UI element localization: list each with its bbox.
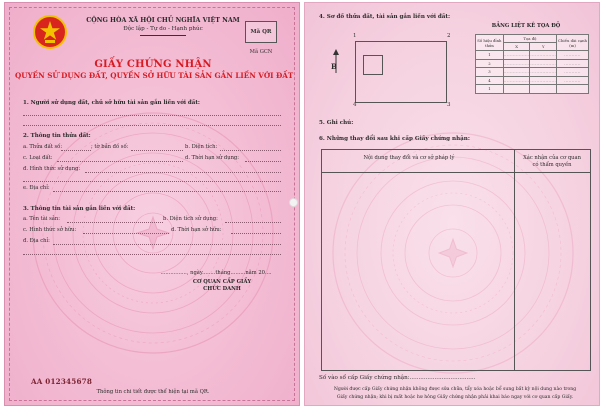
national-emblem-icon — [33, 15, 67, 49]
parcel-number-line — [61, 150, 91, 151]
map-sheet-label: ; tờ bản đồ số: — [91, 144, 129, 150]
parcel-number-label: a. Thửa đất số: — [23, 144, 63, 150]
corner-1: 1 — [353, 33, 357, 39]
changes-content-header: Nội dung thay đổi và cơ sở pháp lý — [363, 155, 455, 161]
length-cell: ........... — [557, 59, 589, 68]
col-point-header: Số hiệu đỉnh thửa — [476, 35, 504, 51]
section-1-heading: 1. Người sử dụng đất, chủ sở hữu tài sản gắn liền với đất: — [23, 100, 200, 106]
point-cell: 4 — [476, 76, 504, 85]
parcel-address-line — [53, 191, 281, 192]
ownership-term-label: d. Thời hạn sở hữu: — [171, 227, 222, 233]
serial-number: AA 012345678 — [31, 377, 93, 386]
changes-table-header-rule — [322, 172, 590, 173]
page-curl-icon — [289, 198, 298, 207]
signer-title: CHỨC DANH — [203, 286, 241, 292]
use-term-line — [245, 161, 281, 162]
section-5-heading: 5. Ghi chú: — [319, 120, 354, 126]
coordinates-table-title: BẢNG LIỆT KÊ TỌA ĐỘ — [491, 23, 561, 29]
x-cell: ................. — [503, 52, 530, 58]
point-cell: 1 — [476, 51, 504, 60]
warning-note-line-2: Giấy chứng nhận; khi bị mất hoặc hư hỏng Giấy chứng nhận phải khai báo ngay với cơ quan cấp Giấy. — [336, 395, 574, 400]
certificate-front-page — [4, 2, 300, 406]
asset-address-label: đ. Địa chỉ: — [23, 238, 50, 244]
certificate-subtitle: QUYỀN SỬ DỤNG ĐẤT, QUYỀN SỞ HỮU TÀI SẢN GẮN LIỀN VỚI ĐẤT — [15, 71, 294, 80]
table-row — [476, 68, 589, 77]
length-cell — [557, 85, 589, 94]
corner-3: 3 — [447, 102, 451, 108]
nation-name: CỘNG HÒA XÃ HỘI CHỦ NGHĨA VIỆT NAM — [86, 17, 240, 24]
y-cell — [530, 85, 557, 94]
usable-area-label: b. Diện tích sử dụng: — [163, 216, 218, 222]
ownership-form-label: c. Hình thức sở hữu: — [23, 227, 77, 233]
changes-confirm-header-1: Xác nhận của cơ quan — [523, 155, 581, 161]
y-cell: ................. — [530, 77, 557, 83]
point-cell: 1 — [476, 85, 504, 94]
asset-footprint — [363, 55, 383, 75]
area-label: b. Diện tích: — [185, 144, 218, 150]
gcn-code-label: Mã GCN — [249, 49, 273, 55]
owner-line-2 — [23, 125, 281, 126]
asset-name-line — [67, 222, 163, 223]
use-form-label: đ. Hình thức sử dụng: — [23, 166, 81, 172]
section-6-heading: 6. Những thay đổi sau khi cấp Giấy chứng nhận: — [319, 136, 470, 142]
x-cell: ................. — [503, 69, 530, 75]
land-type-label: c. Loại đất: — [23, 155, 53, 161]
col-y-header: Y — [530, 43, 557, 51]
table-row — [476, 51, 589, 60]
qr-label: Mã QR — [250, 29, 272, 35]
qr-code-box — [245, 21, 277, 43]
table-row — [476, 59, 589, 68]
issue-date: ................, ngày........tháng.........năm 20.... — [160, 270, 272, 276]
national-motto: Độc lập - Tự do - Hạnh phúc — [123, 26, 203, 32]
north-label: B — [331, 62, 337, 71]
changes-table-divider — [514, 150, 515, 370]
table-row — [476, 76, 589, 85]
asset-name-label: a. Tên tài sản: — [23, 216, 60, 222]
length-cell: ........... — [557, 51, 589, 60]
x-cell: ................. — [503, 77, 530, 83]
certificate-title: GIẤY CHỨNG NHẬN — [94, 59, 212, 70]
use-term-label: d. Thời hạn sử dụng: — [185, 155, 239, 161]
registry-number: Số vào sổ cấp Giấy chứng nhận:..................................... — [319, 375, 476, 381]
ownership-term-line — [231, 233, 281, 234]
map-sheet-line — [131, 150, 183, 151]
corner-2: 2 — [447, 33, 451, 39]
x-cell — [503, 85, 530, 94]
table-row — [476, 85, 589, 94]
asset-address-line-2 — [23, 254, 281, 255]
parcel-address-label: e. Địa chỉ: — [23, 185, 50, 191]
x-cell: ................. — [503, 60, 530, 66]
asset-address-line — [53, 244, 281, 245]
warning-note-line-1: Người được cấp Giấy chứng nhận không được sửa chữa, tẩy xóa hoặc bổ sung bất kỳ nội dung nào trong — [333, 387, 577, 392]
section-2-heading: 2. Thông tin thửa đất: — [23, 133, 91, 139]
area-line — [220, 150, 281, 151]
col-length-header: Chiều dài cạnh (m) — [557, 35, 589, 51]
y-cell: ................. — [530, 69, 557, 75]
use-form-line — [85, 172, 281, 173]
use-form-line-2 — [23, 181, 281, 182]
section-3-heading: 3. Thông tin tài sản gắn liền với đất: — [23, 206, 136, 212]
certificate-back-page — [304, 2, 600, 406]
y-cell: ................. — [530, 52, 557, 58]
qr-footnote: Thông tin chi tiết được thể hiện tại mã QR. — [96, 389, 210, 395]
issuing-agency: CƠ QUAN CẤP GIẤY — [192, 279, 252, 285]
changes-table — [321, 149, 591, 371]
length-cell: ........... — [557, 68, 589, 77]
point-cell: 2 — [476, 59, 504, 68]
col-x-header: X — [503, 43, 530, 51]
ownership-form-line — [83, 233, 169, 234]
section-4-heading: 4. Sơ đồ thửa đất, tài sản gắn liền với đất: — [319, 14, 451, 20]
usable-area-line — [225, 222, 281, 223]
changes-confirm-header-2: có thẩm quyền — [532, 162, 572, 168]
col-coord-header: Tọa độ — [503, 35, 556, 43]
length-cell: ........... — [557, 76, 589, 85]
point-cell: 3 — [476, 68, 504, 77]
y-cell: ................. — [530, 60, 557, 66]
coordinates-table — [475, 34, 589, 94]
land-type-line — [57, 161, 183, 162]
motto-underline — [140, 35, 186, 36]
owner-line-1 — [23, 115, 281, 116]
corner-4: 4 — [353, 102, 357, 108]
